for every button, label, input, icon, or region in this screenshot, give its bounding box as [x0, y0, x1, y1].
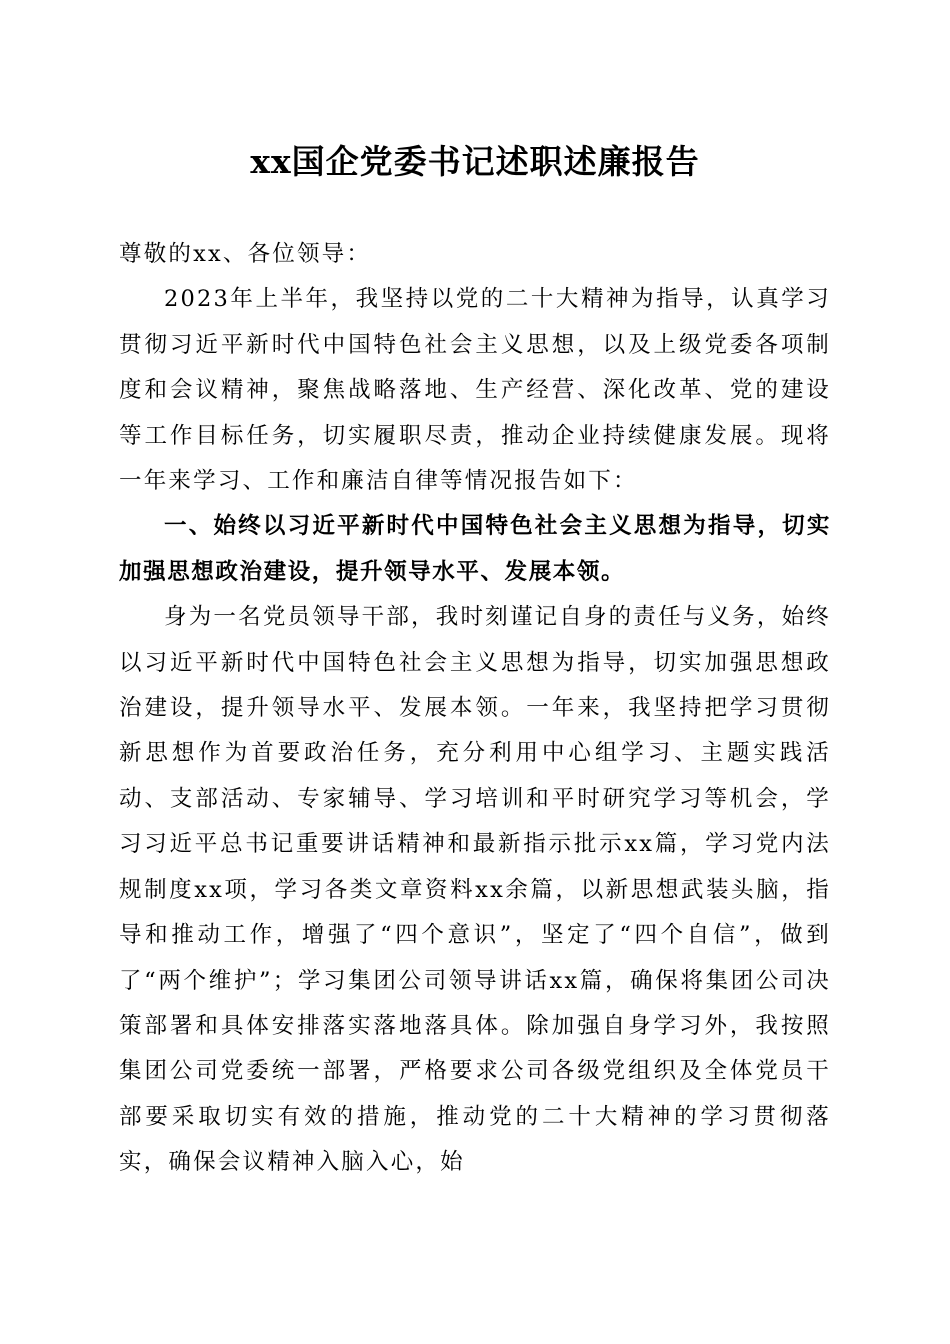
- salutation: 尊敬的xx、各位领导：: [119, 241, 372, 267]
- section-1-heading: 一、始终以习近平新时代中国特色社会主义思想为指导，切实加强思想政治建设，提升领导水平、发展本领。: [119, 513, 831, 585]
- section-1-paragraph: 身为一名党员领导干部，我时刻谨记自身的责任与义务，始终以习近平新时代中国特色社会主义思想为指导，切实加强思想政治建设，提升领导水平、发展本领。一年来，我坚持把学习贯彻新思想作为首要政治任务，充分利用中心组学习、主题实践活动、支部活动、专家辅导、学习培训和平时研究学习等机会，学习习近平总书记重要讲话精神和最新指示批示xx篇，学习党内法规制度xx项，学习各类文章资料xx余篇，以新思想武装头脑，指导和推动工作，增强了“四个意识”，坚定了“四个自信”，做到了“两个维护”；学习集团公司领导讲话xx篇，确保将集团公司决策部署和具体安排落实落地落具体。除加强自身学习外，我按照集团公司党委统一部署，严格要求公司各级党组织及全体党员干部要采取切实有效的措施，推动党的二十大精神的学习贯彻落实，确保会议精神入脑入心，始: [119, 604, 831, 1176]
- intro-paragraph: 2023年上半年，我坚持以党的二十大精神为指导，认真学习贯彻习近平新时代中国特色社会主义思想，以及上级党委各项制度和会议精神，聚焦战略落地、生产经营、深化改革、党的建设等工作目标任务，切实履职尽责，推动企业持续健康发展。现将一年来学习、工作和廉洁自律等情况报告如下：: [119, 286, 831, 495]
- document-title: xx国企党委书记述职述廉报告: [250, 142, 700, 181]
- document-body: [119, 232, 831, 1186]
